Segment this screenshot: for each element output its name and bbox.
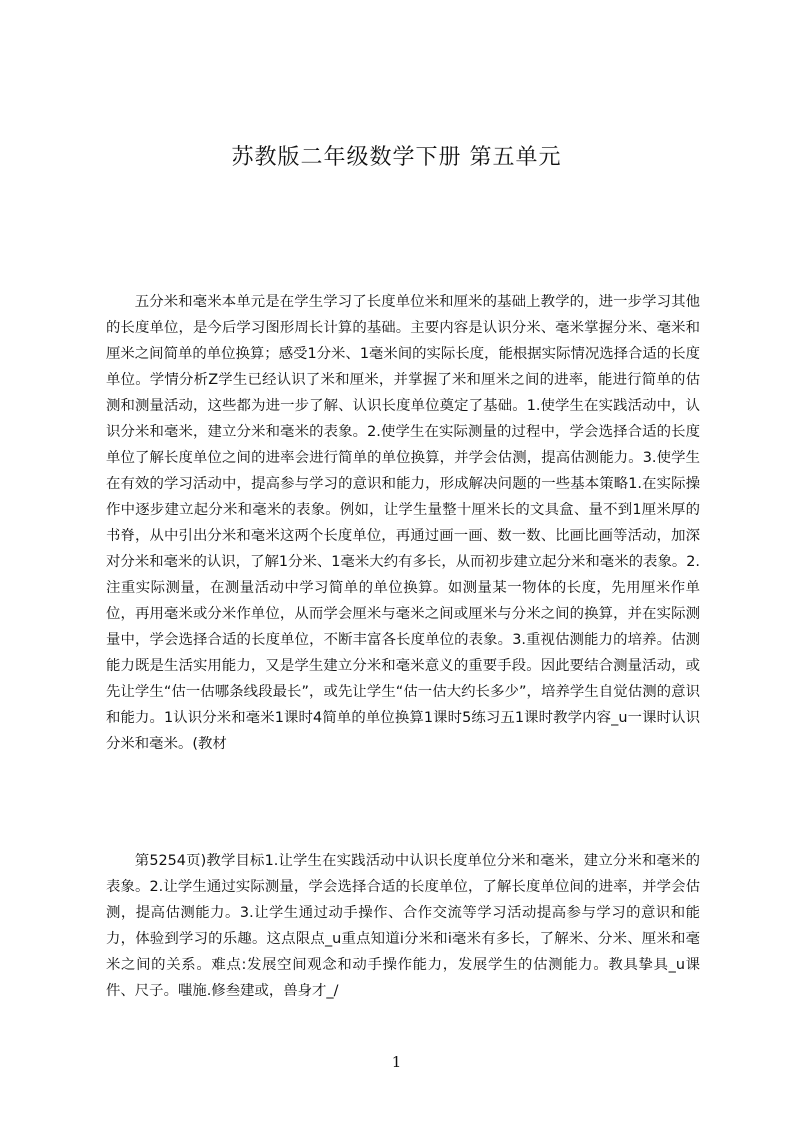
body-paragraph-2: 第5254页)教学目标1.让学生在实践活动中认识长度单位分米和毫米，建立分米和毫米的表象。2.让学生通过实际测量，学会选择合适的长度单位，了解长度单位间的进率，并学会估测，提高估测能力。3.让学生通过动手操作、合作交流等学习活动提高参与学习的意识和能力，体验到学习的乐趣。这点限点_u重点知道i分米和i毫米有多长，了解米、分米、厘米和毫米之间的关系。难点:发展空间观念和动手操作能力，发展学生的估测能力。教具挚具_u课件、尺子。嗤施.修叁建或，兽身才_/ <box>106 853 700 999</box>
page-number: 1 <box>391 1053 402 1071</box>
document-title: 苏教版二年级数学下册 第五单元 <box>231 145 562 170</box>
body-paragraph-1: 五分米和毫米本单元是在学生学习了长度单位米和厘米的基础上教学的，进一步学习其他的长度单位，是今后学习图形周长计算的基础。主要内容是认识分米、毫米掌握分米、毫米和厘米之间简单的单位换算；感受1分米、1毫米间的实际长度，能根据实际情况选择合适的长度单位。学情分析Z学生已经认识了米和厘米，并掌握了米和厘米之间的进率，能进行简单的估测和测量活动，这些都为进一步了解、认识长度单位奠定了基础。1.使学生在实践活动中，认识分米和毫米，建立分米和毫米的表象。2.使学生在实际测量的过程中，学会选择合适的长度单位了解长度单位之间的进率会进行简单的单位换算，并学会估测，提高估测能力。3.使学生在有效的学习活动中，提高参与学习的意识和能力，形成解决问题的一些基本策略1.在实际操作中逐步建立起分米和毫米的表象。例如，让学生量整十厘米长的文具盒、量不到1厘米厚的书脊，从中引出分米和毫米这两个长度单位，再通过画一画、数一数、比画比画等活动，加深对分米和毫米的认识，了解1分米、1毫米大约有多长，从而初步建立起分米和毫米的表象。2.注重实际测量，在测量活动中学习简单的单位换算。如测量某一物体的长度，先用厘米作单位，再用毫米或分米作单位，从而学会厘米与毫米之间或厘米与分米之间的换算，并在实际测量中，学会选择合适的长度单位，不断丰富各长度单位的表象。3.重视估测能力的培养。估测能力既是生活实用能力，又是学生建立分米和毫米意义的重要手段。因此要结合测量活动，或先让学生“估一估哪条线段最长”，或先让学生“估一估大约长多少”，培养学生自觉估测的意识和能力。1认识分米和毫米1课时4简单的单位换算1课时5练习五1课时教学内容_u一课时认识分米和毫米。(教材 <box>106 294 700 752</box>
